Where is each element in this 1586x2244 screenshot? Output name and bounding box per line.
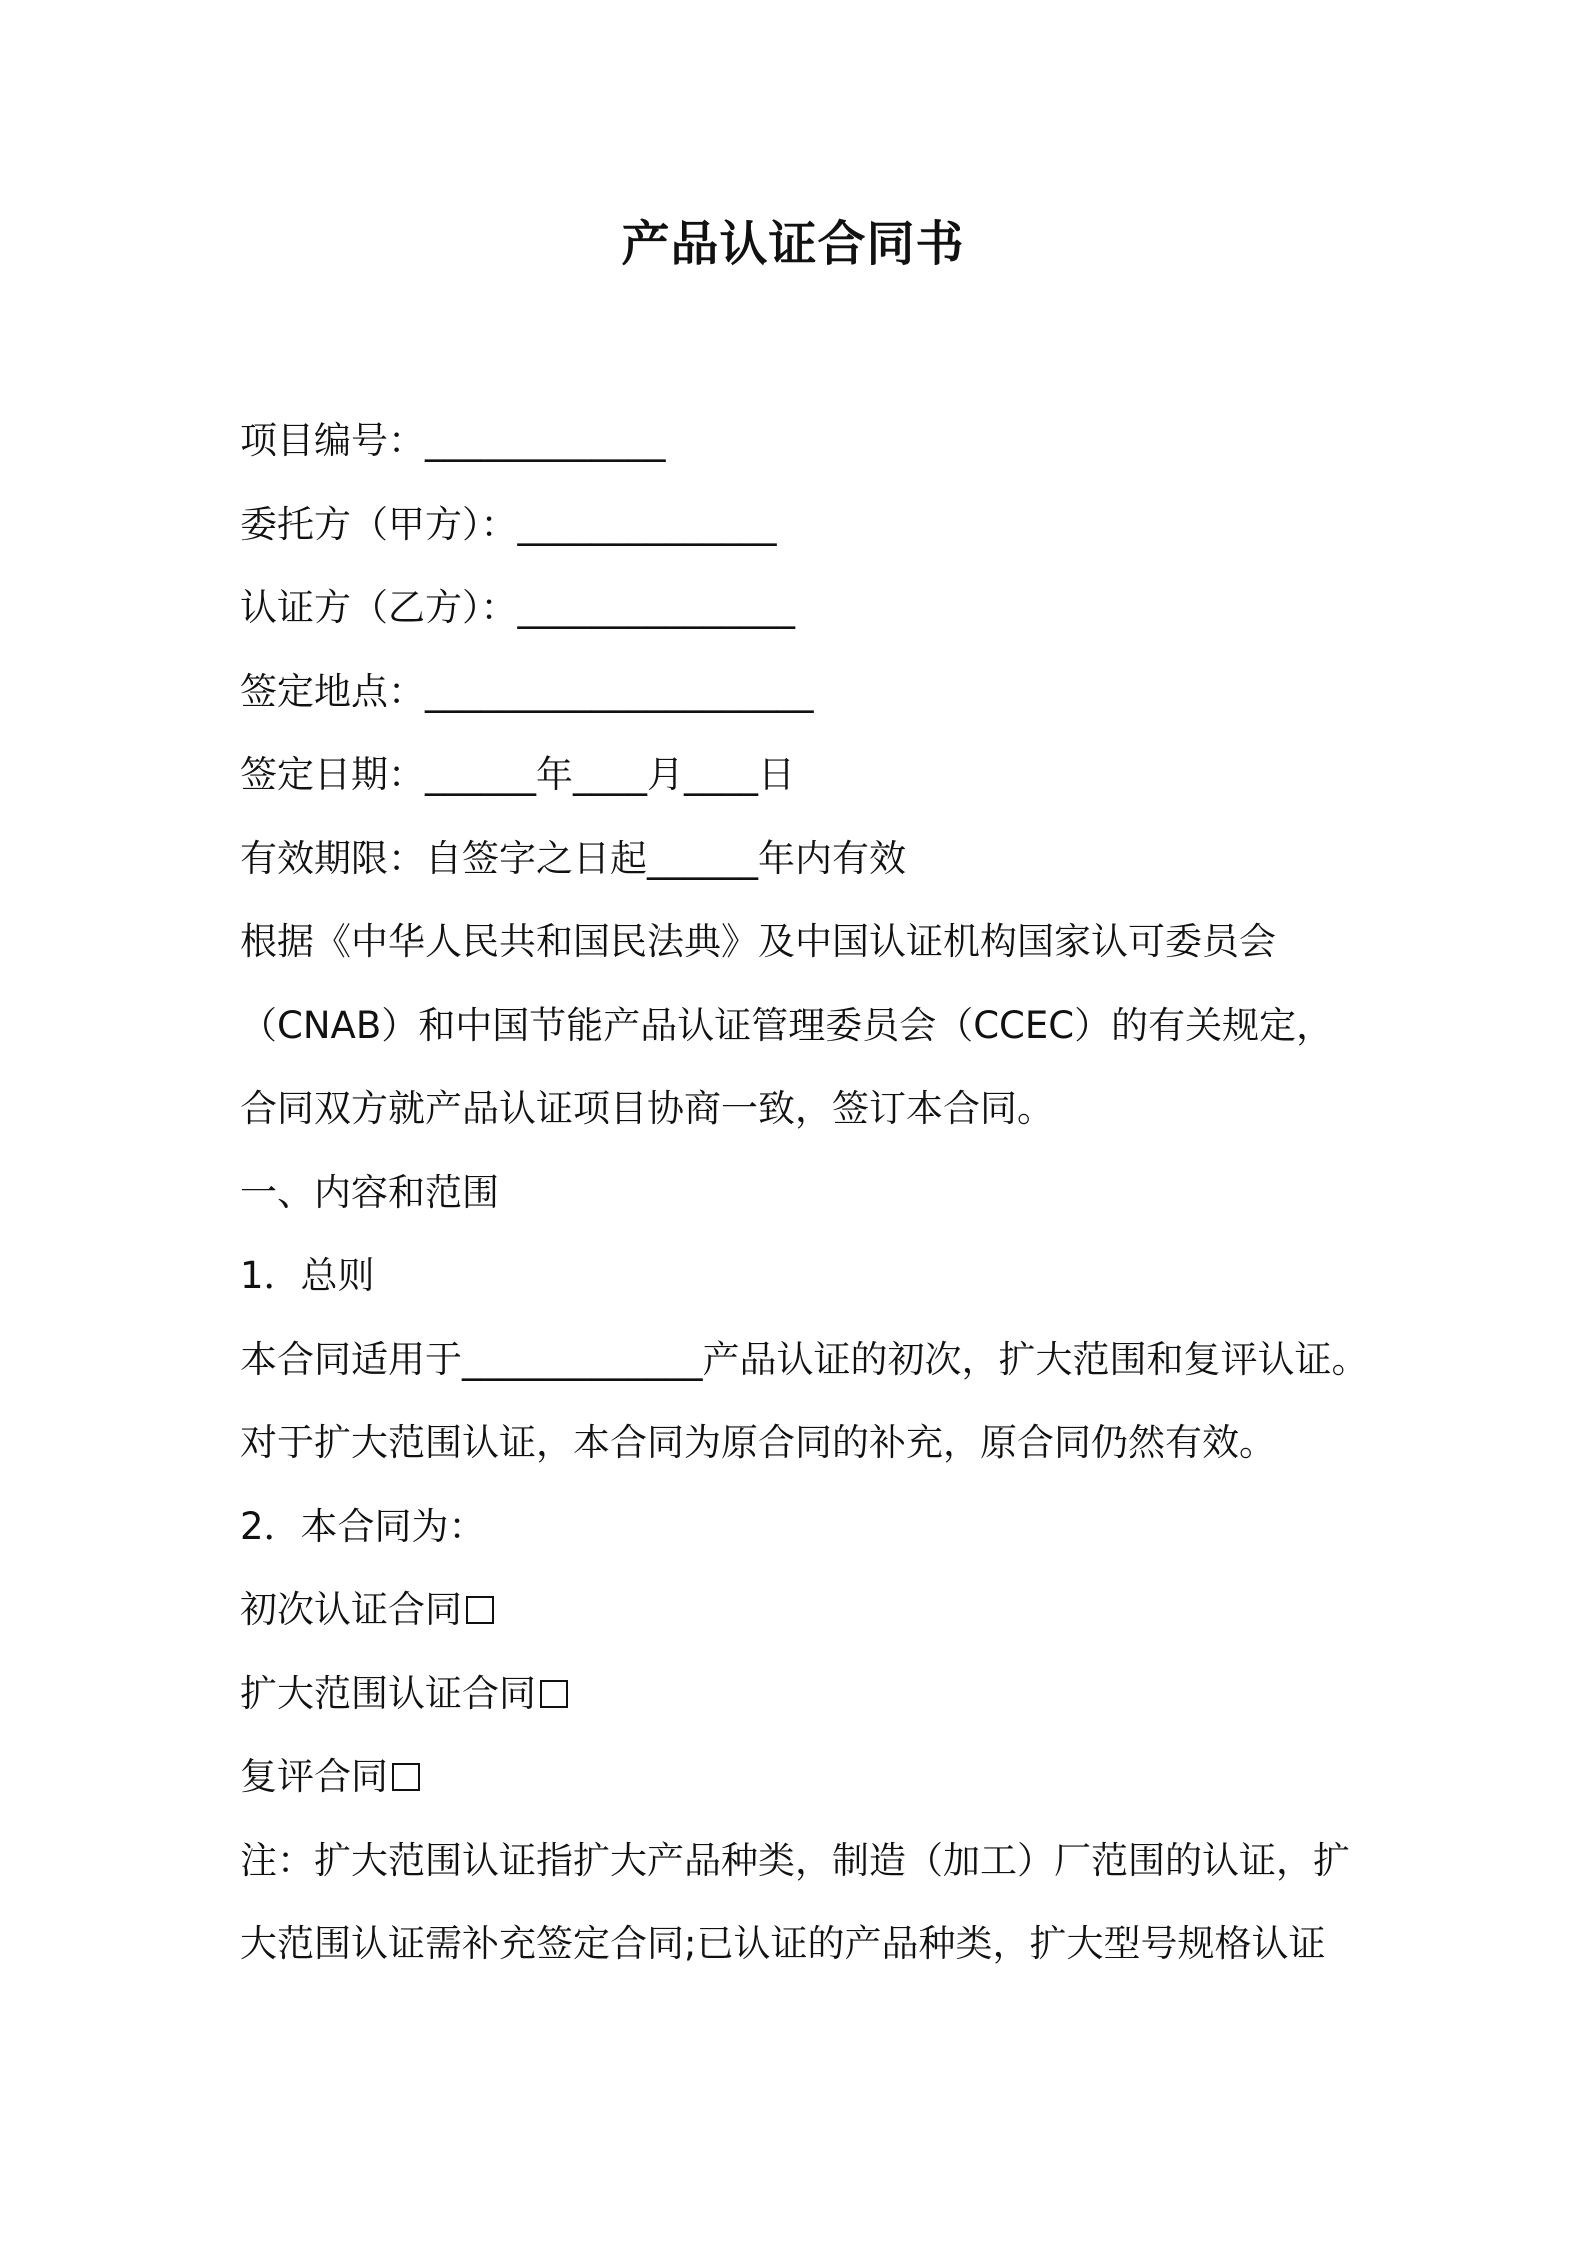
project-number-field: 项目编号：_____________ (240, 419, 666, 462)
checkbox[interactable] (392, 1763, 420, 1791)
contract-type-option (240, 1742, 1400, 1826)
checkbox[interactable] (466, 1596, 494, 1624)
signing-place-field: 签定地点：_____________________ (240, 669, 814, 713)
preamble-line: 根据《中华人民共和国民法典》及中国认证机构国家认可委员会 (240, 920, 1276, 963)
note-line: 注：扩大范围认证指扩大产品种类，制造（加工）厂范围的认证，扩 (240, 1838, 1350, 1882)
contract-type-option (240, 1575, 1400, 1659)
validity-field: 有效期限：自签字之日起______年内有效 (240, 836, 906, 880)
note-line: 大范围认证需补充签定合同;已认证的产品种类，扩大型号规格认证 (240, 1922, 1326, 1965)
preamble-line: 合同双方就产品认证项目协商一致，签订本合同。 (240, 1087, 1054, 1130)
option-label: 扩大范围认证合同 (240, 1671, 536, 1715)
option-label: 复评合同 (240, 1755, 388, 1798)
item-heading: 1．总则 (240, 1254, 375, 1297)
preamble-line: （CNAB）和中国节能产品认证管理委员会（CCEC）的有关规定， (240, 1003, 1334, 1047)
item-heading: 2．本合同为： (240, 1504, 486, 1548)
option-label: 初次认证合同 (240, 1588, 462, 1631)
paragraph-line: 对于扩大范围认证，本合同为原合同的补充，原合同仍然有效。 (240, 1421, 1276, 1464)
party-b-field: 认证方（乙方）：_______________ (240, 586, 795, 629)
paragraph-line: 本合同适用于_____________产品认证的初次，扩大范围和复评认证。 (240, 1337, 1369, 1381)
signing-date-field: 签定日期：______年____月____日 (240, 753, 795, 796)
contract-type-option (240, 1659, 1400, 1743)
checkbox[interactable] (540, 1680, 568, 1708)
document-title: 产品认证合同书 (621, 216, 965, 272)
document-body (240, 406, 1400, 1993)
section-heading: 一、内容和范围 (240, 1170, 499, 1214)
party-a-field: 委托方（甲方）：______________ (240, 502, 777, 546)
